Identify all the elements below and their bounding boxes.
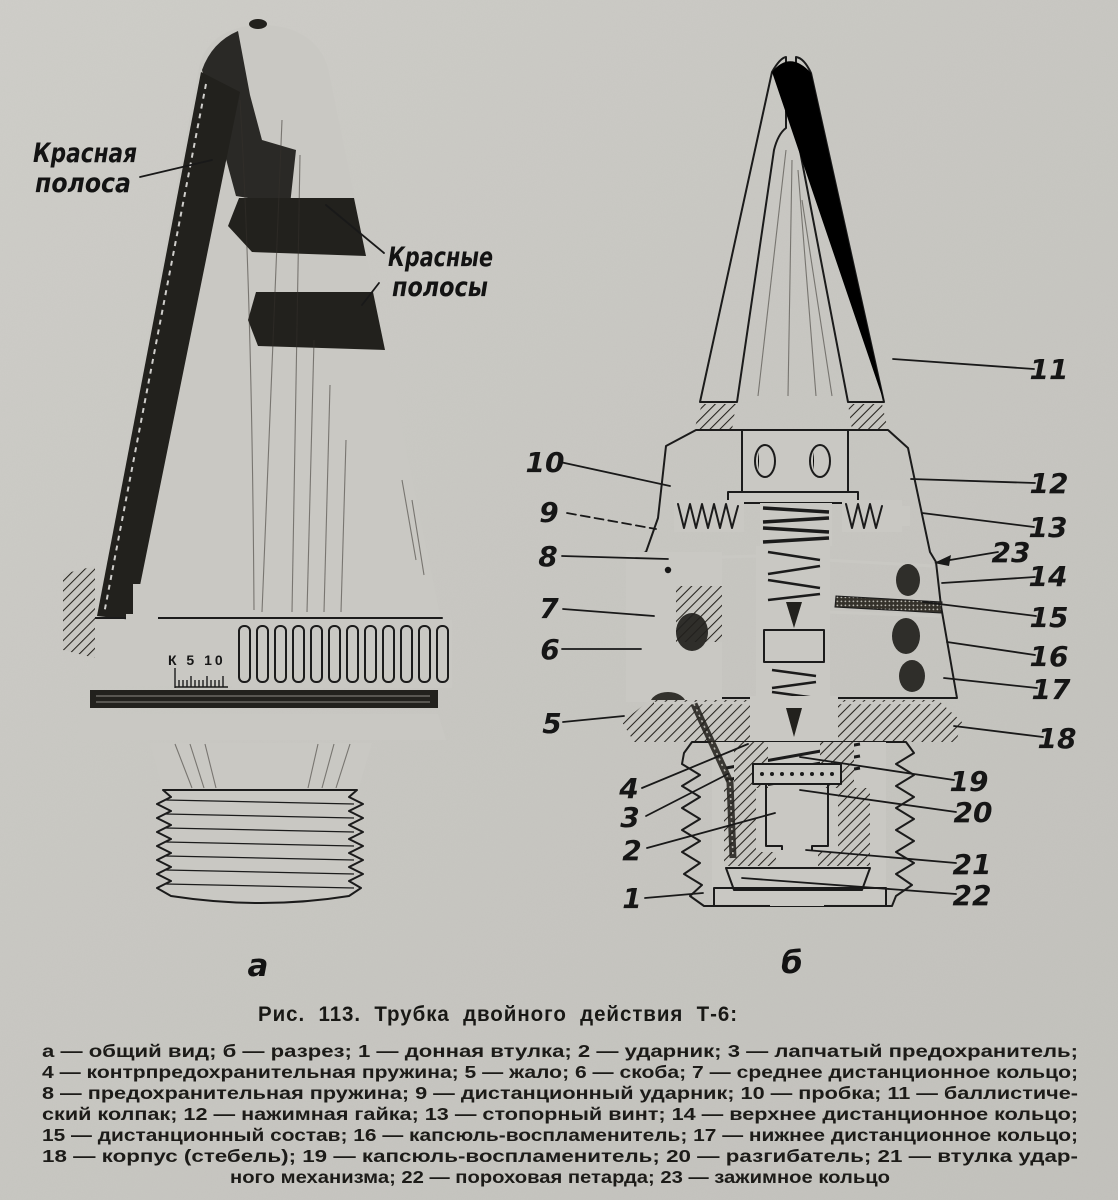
callout-23: 23: [991, 536, 1031, 569]
callout-12: 12: [1029, 467, 1069, 500]
legend-line-6: 18 — корпус (стебель); 19 — капсюль-воспламенитель; 20 — разгибатель; 21 — втулка удар-: [42, 1146, 1079, 1166]
straightener: [776, 850, 818, 868]
red-stripe-label-line2: полоса: [35, 168, 131, 199]
callout-10: 10: [525, 446, 565, 479]
callout-14: 14: [1028, 560, 1068, 593]
legend-line-3: 8 — предохранительная пружина; 9 — дистанционный ударник; 10 — пробка; 11 — баллистиче-: [42, 1083, 1079, 1103]
callout-8: 8: [538, 540, 558, 573]
red-stripes-label-line2: полосы: [392, 272, 488, 303]
legend-line-2: 4 — контрпредохранительная пружина; 5 — жало; 6 — скоба; 7 — среднее дистанционное кольцо;: [42, 1062, 1078, 1082]
figure-a-transition: [150, 743, 372, 790]
callout-19: 19: [949, 765, 989, 798]
red-stripe-label-line1: Красная: [33, 138, 137, 169]
callout-3: 3: [620, 801, 640, 834]
callout-21: 21: [952, 848, 992, 881]
callout-17: 17: [1031, 673, 1071, 706]
callout-9: 9: [539, 496, 559, 529]
callout-16: 16: [1029, 640, 1069, 673]
callout-5: 5: [542, 707, 562, 740]
callout-11: 11: [1029, 353, 1069, 386]
red-stripes-label-line1: Красные: [388, 242, 493, 273]
figure-legend: [42, 1041, 1078, 1187]
callout-13: 13: [1028, 511, 1068, 544]
subfigure-letter-a: а: [247, 948, 269, 984]
legend-line-1: а — общий вид; б — разрез; 1 — донная втулка; 2 — ударник; 3 — лапчатый предохранитель;: [42, 1041, 1078, 1061]
figure-a-threaded-stem: [157, 790, 363, 903]
callout-18: 18: [1037, 722, 1077, 755]
subfigure-letter-b: б: [781, 945, 803, 981]
callout-6: 6: [540, 633, 560, 666]
callout-2: 2: [622, 834, 642, 867]
figure-caption: Рис. 113. Трубка двойного действия Т-6:: [258, 1002, 738, 1026]
callout-20: 20: [953, 796, 993, 829]
callout-7: 7: [539, 592, 559, 625]
callout-15: 15: [1029, 601, 1069, 634]
callout-22: 22: [952, 879, 992, 912]
legend-line-7: ного механизма; 22 — пороховая петарда; 23 — зажимное кольцо: [230, 1167, 890, 1187]
percussion-cap-row: [753, 764, 841, 784]
ring-scale-marking: К 5 10: [168, 652, 226, 668]
callout-1: 1: [622, 882, 642, 915]
legend-line-5: 15 — дистанционный состав; 16 — капсюль-воспламенитель; 17 — нижнее дистанционное кольцо;: [42, 1125, 1078, 1145]
callout-4: 4: [619, 772, 639, 805]
legend-line-4: ский колпак; 12 — нажимная гайка; 13 — стопорный винт; 14 — верхнее дистанционное кольцо;: [42, 1104, 1078, 1124]
figure-a-skirt: [76, 714, 446, 740]
